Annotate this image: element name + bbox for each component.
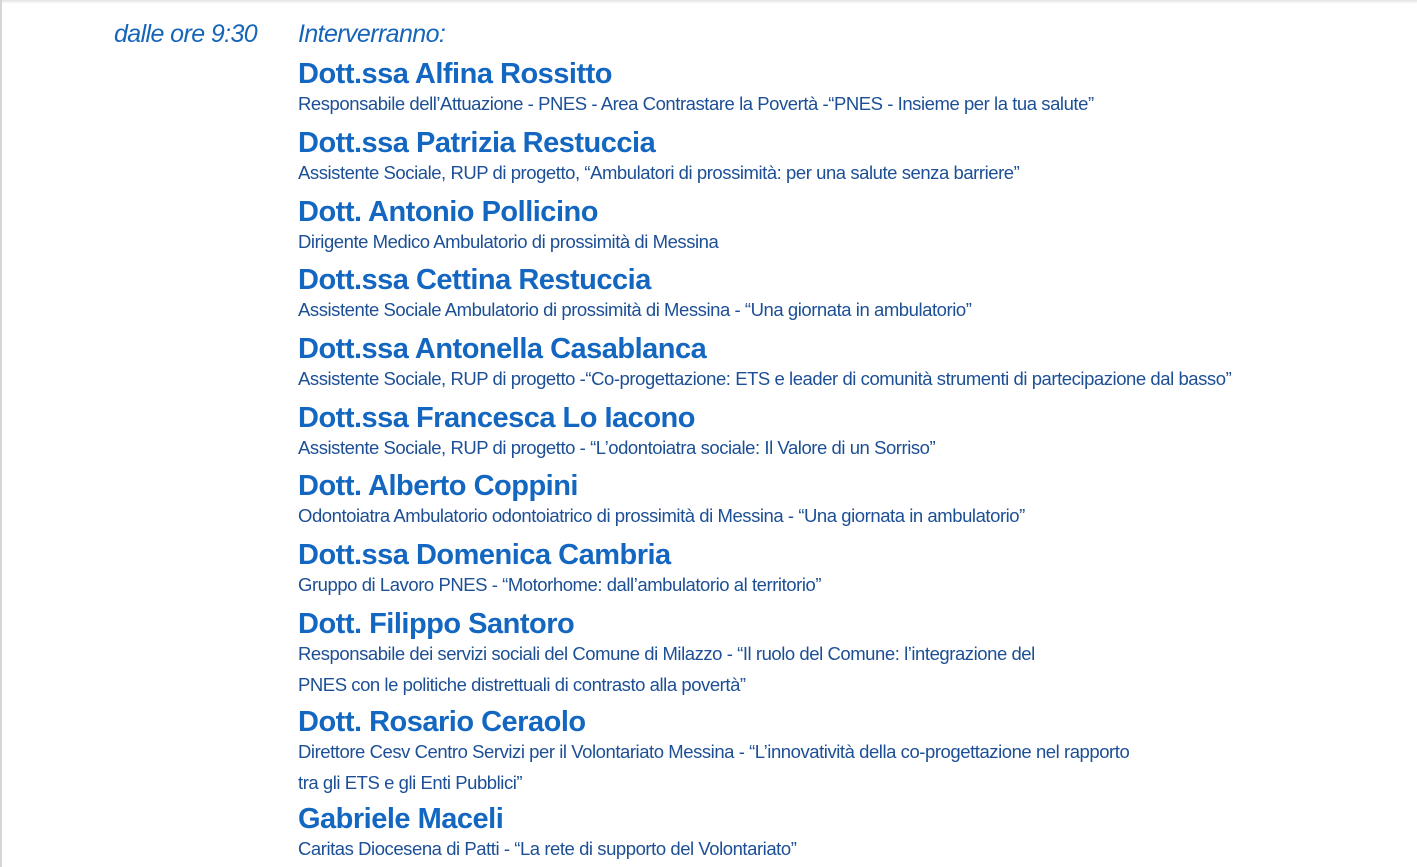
speaker-name: Dott.ssa Antonella Casablanca (298, 333, 707, 365)
speaker-name: Dott. Alberto Coppini (298, 470, 578, 502)
speaker-name: Dott.ssa Alfina Rossitto (298, 58, 613, 90)
speaker-role: Dirigente Medico Ambulatorio di prossimità di Messina (298, 231, 719, 252)
speaker-item (298, 468, 1408, 531)
speaker-name: Dott.ssa Francesca Lo Iacono (298, 402, 695, 434)
top-divider (2, 0, 1417, 3)
start-time: dalle ore 9:30 (114, 20, 258, 48)
speaker-role: Assistente Sociale Ambulatorio di prossimità di Messina - “Una giornata in ambulatorio” (298, 299, 972, 320)
speaker-item (298, 801, 1408, 864)
speaker-name: Gabriele Maceli (298, 803, 504, 835)
speaker-name: Dott. Antonio Pollicino (298, 196, 598, 228)
speaker-name: Dott. Rosario Ceraolo (298, 706, 586, 738)
speaker-role: Direttore Cesv Centro Servizi per il Volontariato Messina - “L’innovatività della co-progettazione nel rapporto tra gli ETS e gli Enti Pubblici” (298, 741, 1130, 793)
speaker-item (298, 400, 1408, 463)
speaker-role: Caritas Diocesena di Patti - “La rete di supporto del Volontariato” (298, 838, 797, 859)
speaker-role: Assistente Sociale, RUP di progetto - “L’odontoiatra sociale: Il Valore di un Sorriso” (298, 437, 936, 458)
speaker-role: Assistente Sociale, RUP di progetto, “Ambulatori di prossimità: per una salute senza barriere” (298, 162, 1020, 183)
speaker-role: Gruppo di Lavoro PNES - “Motorhome: dall’ambulatorio al territorio” (298, 574, 822, 595)
speaker-name: Dott.ssa Patrizia Restuccia (298, 127, 656, 159)
speaker-item (298, 606, 1408, 700)
speaker-role: Assistente Sociale, RUP di progetto -“Co-progettazione: ETS e leader di comunità strumenti di partecipazione dal basso” (298, 368, 1232, 389)
speaker-name: Dott.ssa Domenica Cambria (298, 539, 671, 571)
speaker-item (298, 704, 1408, 798)
speaker-item (298, 331, 1408, 394)
speaker-item (298, 537, 1408, 600)
speaker-role: Responsabile dei servizi sociali del Comune di Milazzo - “Il ruolo del Comune: l’integrazione del PNES con le politiche distrettuali di contrasto alla povertà” (298, 643, 1035, 695)
speaker-name: Dott. Filippo Santoro (298, 608, 575, 640)
speakers-intro: Interverranno: (298, 20, 446, 48)
speaker-item (298, 262, 1408, 325)
speaker-item (298, 125, 1408, 188)
speaker-role: Responsabile dell’Attuazione - PNES - Area Contrastare la Povertà -“PNES - Insieme per la tua salute” (298, 93, 1094, 114)
speaker-role: Odontoiatra Ambulatorio odontoiatrico di prossimità di Messina - “Una giornata in ambulatorio” (298, 505, 1025, 526)
speaker-name: Dott.ssa Cettina Restuccia (298, 264, 651, 296)
speaker-item (298, 194, 1408, 257)
speaker-item (298, 56, 1408, 119)
